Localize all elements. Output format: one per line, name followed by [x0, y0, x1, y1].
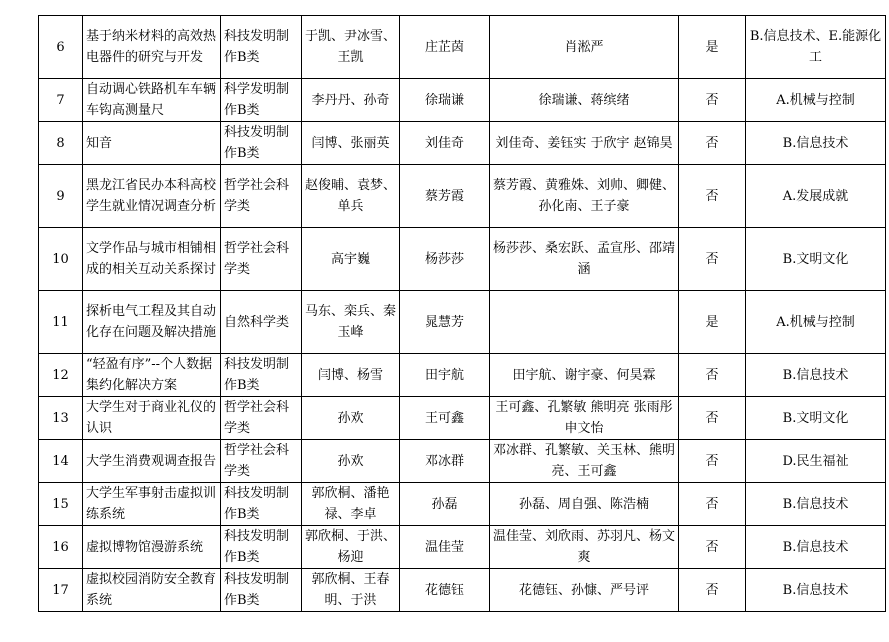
- member-names: 肖淞严: [490, 16, 679, 79]
- field-category: A.机械与控制: [746, 79, 886, 122]
- leader-name: 徐瑞谦: [400, 79, 490, 122]
- table-row: [39, 228, 886, 291]
- row-number: 9: [39, 165, 83, 228]
- project-title: 大学生对于商业礼仪的认识: [83, 397, 221, 440]
- row-number: 12: [39, 354, 83, 397]
- project-title: 自动调心铁路机车车辆车钩高测量尺: [83, 79, 221, 122]
- table-row: [39, 569, 886, 612]
- yes-no-flag: 否: [679, 228, 746, 291]
- project-category: 哲学社会科学类: [221, 440, 302, 483]
- project-category: 哲学社会科学类: [221, 397, 302, 440]
- field-category: B.信息技术: [746, 526, 886, 569]
- field-category: B.信息技术: [746, 354, 886, 397]
- yes-no-flag: 否: [679, 79, 746, 122]
- project-title: 知音: [83, 122, 221, 165]
- advisor-names: 郭欣桐、潘艳禄、李卓: [302, 483, 400, 526]
- member-names: 花德钰、孙慷、严号评: [490, 569, 679, 612]
- row-number: 14: [39, 440, 83, 483]
- table-row: [39, 397, 886, 440]
- leader-name: 晁慧芳: [400, 291, 490, 354]
- field-category: B.文明文化: [746, 397, 886, 440]
- project-category: 科学发明制作B类: [221, 79, 302, 122]
- table-row: [39, 354, 886, 397]
- row-number: 7: [39, 79, 83, 122]
- table-row: [39, 526, 886, 569]
- yes-no-flag: 否: [679, 354, 746, 397]
- member-names: [490, 291, 679, 354]
- row-number: 8: [39, 122, 83, 165]
- leader-name: 王可鑫: [400, 397, 490, 440]
- advisor-names: 于凯、尹冰雪、王凯: [302, 16, 400, 79]
- member-names: 温佳莹、刘欣雨、苏羽凡、杨文爽: [490, 526, 679, 569]
- member-names: 王可鑫、孔繁敏 熊明亮 张雨彤 申文怡: [490, 397, 679, 440]
- yes-no-flag: 是: [679, 16, 746, 79]
- leader-name: 杨莎莎: [400, 228, 490, 291]
- row-number: 15: [39, 483, 83, 526]
- advisor-names: 郭欣桐、于洪、杨迎: [302, 526, 400, 569]
- row-number: 16: [39, 526, 83, 569]
- advisor-names: 闫博、杨雪: [302, 354, 400, 397]
- table-row: [39, 79, 886, 122]
- project-category: 科技发明制作B类: [221, 526, 302, 569]
- project-title: 虚拟博物馆漫游系统: [83, 526, 221, 569]
- member-names: 孙磊、周自强、陈浩楠: [490, 483, 679, 526]
- project-category: 自然科学类: [221, 291, 302, 354]
- leader-name: 孙磊: [400, 483, 490, 526]
- yes-no-flag: 否: [679, 397, 746, 440]
- member-names: 刘佳奇、姜钰实 于欣宇 赵锦昊: [490, 122, 679, 165]
- yes-no-flag: 是: [679, 291, 746, 354]
- table-body: [39, 16, 886, 612]
- field-category: D.民生福祉: [746, 440, 886, 483]
- field-category: B.信息技术: [746, 569, 886, 612]
- table-row: [39, 122, 886, 165]
- project-category: 哲学社会科学类: [221, 165, 302, 228]
- member-names: 邓冰群、孔繁敏、关玉林、熊明亮、王可鑫: [490, 440, 679, 483]
- leader-name: 温佳莹: [400, 526, 490, 569]
- field-category: B.信息技术: [746, 122, 886, 165]
- advisor-names: 孙欢: [302, 397, 400, 440]
- project-title: 大学生消费观调查报告: [83, 440, 221, 483]
- yes-no-flag: 否: [679, 122, 746, 165]
- project-title: 大学生军事射击虚拟训练系统: [83, 483, 221, 526]
- member-names: 徐瑞谦、蒋缤绪: [490, 79, 679, 122]
- yes-no-flag: 否: [679, 440, 746, 483]
- row-number: 6: [39, 16, 83, 79]
- yes-no-flag: 否: [679, 526, 746, 569]
- project-category: 科技发明制作B类: [221, 569, 302, 612]
- leader-name: 庄芷茵: [400, 16, 490, 79]
- project-title: 基于纳米材料的高效热电器件的研究与开发: [83, 16, 221, 79]
- advisor-names: 孙欢: [302, 440, 400, 483]
- project-category: 哲学社会科学类: [221, 228, 302, 291]
- member-names: 杨莎莎、桑宏跃、孟宣彤、邵靖涵: [490, 228, 679, 291]
- row-number: 11: [39, 291, 83, 354]
- table-row: [39, 440, 886, 483]
- table-row: [39, 165, 886, 228]
- leader-name: 田宇航: [400, 354, 490, 397]
- leader-name: 刘佳奇: [400, 122, 490, 165]
- member-names: 田宇航、谢宇豪、何昊霖: [490, 354, 679, 397]
- field-category: B.信息技术: [746, 483, 886, 526]
- table-row: [39, 291, 886, 354]
- project-title: 文学作品与城市相铺相成的相关互动关系探讨: [83, 228, 221, 291]
- table-row: [39, 483, 886, 526]
- advisor-names: 赵俊晡、袁梦、单兵: [302, 165, 400, 228]
- project-category: 科技发明制作B类: [221, 16, 302, 79]
- row-number: 13: [39, 397, 83, 440]
- project-title: 虚拟校园消防安全教育系统: [83, 569, 221, 612]
- leader-name: 蔡芳霞: [400, 165, 490, 228]
- member-names: 蔡芳霞、黄雅姝、刘帅、卿健、孙化南、王子豪: [490, 165, 679, 228]
- project-category: 科技发明制作B类: [221, 354, 302, 397]
- project-table: [38, 15, 886, 612]
- project-title: “轻盈有序”--个人数据集约化解决方案: [83, 354, 221, 397]
- field-category: B.信息技术、E.能源化工: [746, 16, 886, 79]
- project-title: 黑龙江省民办本科高校学生就业情况调查分析: [83, 165, 221, 228]
- project-category: 科技发明制作B类: [221, 483, 302, 526]
- yes-no-flag: 否: [679, 569, 746, 612]
- row-number: 17: [39, 569, 83, 612]
- advisor-names: 高宇巍: [302, 228, 400, 291]
- field-category: A.发展成就: [746, 165, 886, 228]
- advisor-names: 李丹丹、孙奇: [302, 79, 400, 122]
- advisor-names: 郭欣桐、王春明、于洪: [302, 569, 400, 612]
- project-title: 探析电气工程及其自动化存在问题及解决措施: [83, 291, 221, 354]
- yes-no-flag: 否: [679, 483, 746, 526]
- field-category: A.机械与控制: [746, 291, 886, 354]
- yes-no-flag: 否: [679, 165, 746, 228]
- leader-name: 邓冰群: [400, 440, 490, 483]
- leader-name: 花德钰: [400, 569, 490, 612]
- advisor-names: 马东、栾兵、秦玉峰: [302, 291, 400, 354]
- advisor-names: 闫博、张丽英: [302, 122, 400, 165]
- table-row: [39, 16, 886, 79]
- row-number: 10: [39, 228, 83, 291]
- field-category: B.文明文化: [746, 228, 886, 291]
- project-category: 科技发明制作B类: [221, 122, 302, 165]
